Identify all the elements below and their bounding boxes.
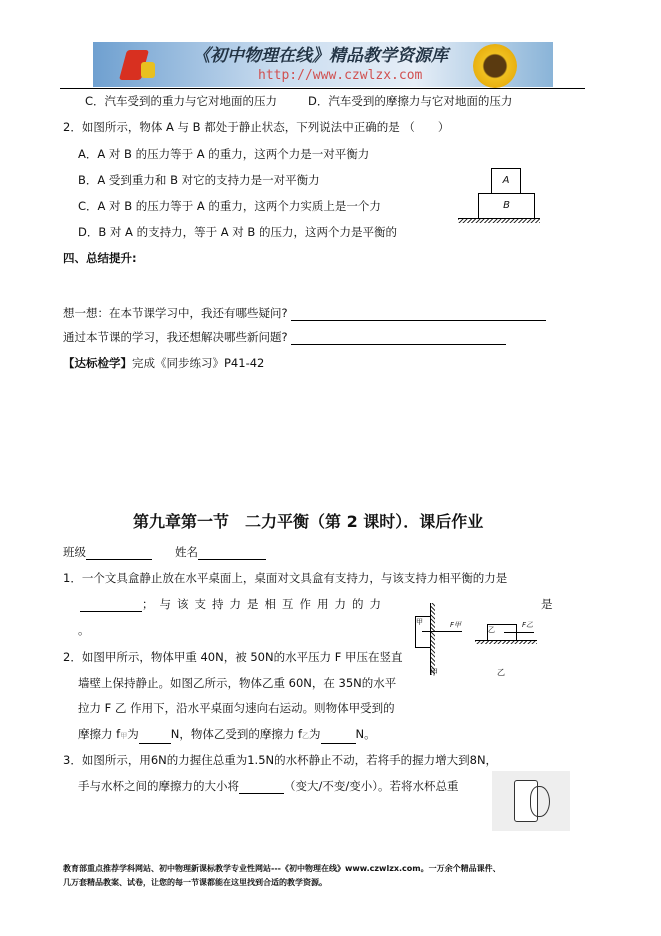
hw-q1-line1: 1．一个文具盒静止放在水平桌面上，桌面对文具盒有支持力，与该支持力相平衡的力是 <box>63 571 508 585</box>
q2-blank-2[interactable] <box>321 731 356 744</box>
block-jia-label: 甲 <box>416 618 423 626</box>
header-divider <box>60 88 585 89</box>
hw-q3-line1: 3．如图所示，用6N的力握住总重为1.5N的水杯静止不动，若将手的握力增大到8N， <box>63 753 498 767</box>
option-d: D．汽车受到的摩擦力与它对地面的压力 <box>308 94 513 108</box>
blocks-figure <box>458 168 540 228</box>
banner-url: http://www.czwlzx.com <box>258 68 423 83</box>
hw-q1-end: 。 <box>78 623 90 637</box>
q2-text-b: 为 <box>127 727 139 741</box>
caption-yi: 乙 <box>497 668 505 677</box>
question-2-stem: 2．如图所示，物体 A 与 B 都处于静止状态，下列说法中正确的是 （ ） <box>63 120 450 134</box>
think-prompt <box>63 305 546 321</box>
think-label: 想一想：在本节课学习中，我还有哪些疑问? <box>63 306 288 320</box>
q2-blank-1[interactable] <box>139 731 171 744</box>
caption-jia: 甲 <box>430 668 438 677</box>
hw-q1-line2 <box>80 596 387 612</box>
hw-q2-line4 <box>78 726 376 744</box>
q2-option-c: C．A 对 B 的压力等于 A 的重力，这两个力实质上是一个力 <box>78 199 381 213</box>
q2-text-a: 摩擦力 f <box>78 727 121 741</box>
q2-option-d: D．B 对 A 的支持力，等于 A 对 B 的压力，这两个力是平衡的 <box>78 225 397 239</box>
name-label: 姓名 <box>175 545 198 559</box>
q2-option-a: A．A 对 B 的压力等于 A 的重力，这两个力是一对平衡力 <box>78 147 370 161</box>
q3-text-a: 手与水杯之间的摩擦力的大小将 <box>78 779 239 793</box>
option-c: C．汽车受到的重力与它对地面的压力 <box>85 94 278 108</box>
banner-title: 《初中物理在线》精品教学资源库 <box>193 46 448 66</box>
name-blank[interactable] <box>198 547 266 560</box>
footer-line-2: 几万套精品教案、试卷，让您的每一节课都能在这里找到合适的教学资源。 <box>63 878 327 887</box>
new-question-prompt <box>63 329 506 345</box>
sub-yi: 乙 <box>302 732 310 740</box>
check-label: 【达标检学】 <box>63 356 132 370</box>
block-a: A <box>491 168 521 194</box>
q3-text-b: （变大/不变/变小）。若将水杯总重 <box>284 779 459 793</box>
class-name-line <box>63 544 266 560</box>
block-jia <box>415 616 431 648</box>
footer-line-1: 教育部重点推荐学科网站、初中物理新课标教学专业性网站---《初中物理在线》www.czwlzx.com。一万余个精品课件、 <box>63 864 501 873</box>
hand <box>530 786 550 817</box>
q2-text-c: N，物体乙受到的摩擦力 f <box>170 727 303 741</box>
header-banner <box>93 42 553 87</box>
hw-q1-shi: 是 <box>541 597 553 611</box>
block-b: B <box>478 193 535 219</box>
ground <box>458 218 540 223</box>
f-yi-label: F乙 <box>522 621 534 629</box>
homework-title: 第九章第一节 二力平衡（第 2 课时）．课后作业 <box>133 512 484 531</box>
new-label: 通过本节课的学习，我还想解决哪些新问题? <box>63 330 288 344</box>
cup-hand-figure <box>492 771 570 831</box>
hw-q2-line2: 墙壁上保持静止。如图乙所示，物体乙重 60N，在 35N的水平 <box>78 676 397 690</box>
sunflower-icon <box>473 44 517 88</box>
friction-figure <box>400 603 560 683</box>
q2-text-e: N。 <box>355 727 376 741</box>
check-text: 完成《同步练习》P41-42 <box>132 356 265 370</box>
table-surface <box>475 640 537 644</box>
think-answer-blank[interactable] <box>291 308 546 321</box>
f-jia-label: F甲 <box>450 621 462 629</box>
block-yi-label: 乙 <box>488 626 495 634</box>
logo-icon-yellow <box>141 62 155 78</box>
q2-text-d: 为 <box>309 727 321 741</box>
new-answer-blank[interactable] <box>291 332 506 345</box>
hw-q3-line2 <box>78 778 459 794</box>
q1-blank-1[interactable] <box>80 599 142 612</box>
check-line <box>63 355 264 371</box>
q1-text: ；与该支持力是相互作用力的力 <box>142 597 387 611</box>
hw-q2-line1: 2．如图甲所示，物体甲重 40N，被 50N的水平压力 F 甲压在竖直 <box>63 650 403 664</box>
class-label: 班级 <box>63 545 86 559</box>
q2-option-b: B．A 受到重力和 B 对它的支持力是一对平衡力 <box>78 173 320 187</box>
sub-jia: 甲 <box>120 732 128 740</box>
q3-blank[interactable] <box>239 781 284 794</box>
class-blank[interactable] <box>86 547 152 560</box>
hw-q2-line3: 拉力 F 乙 作用下，沿水平桌面匀速向右运动。则物体甲受到的 <box>78 701 395 715</box>
summary-heading: 四、总结提升: <box>63 251 137 265</box>
